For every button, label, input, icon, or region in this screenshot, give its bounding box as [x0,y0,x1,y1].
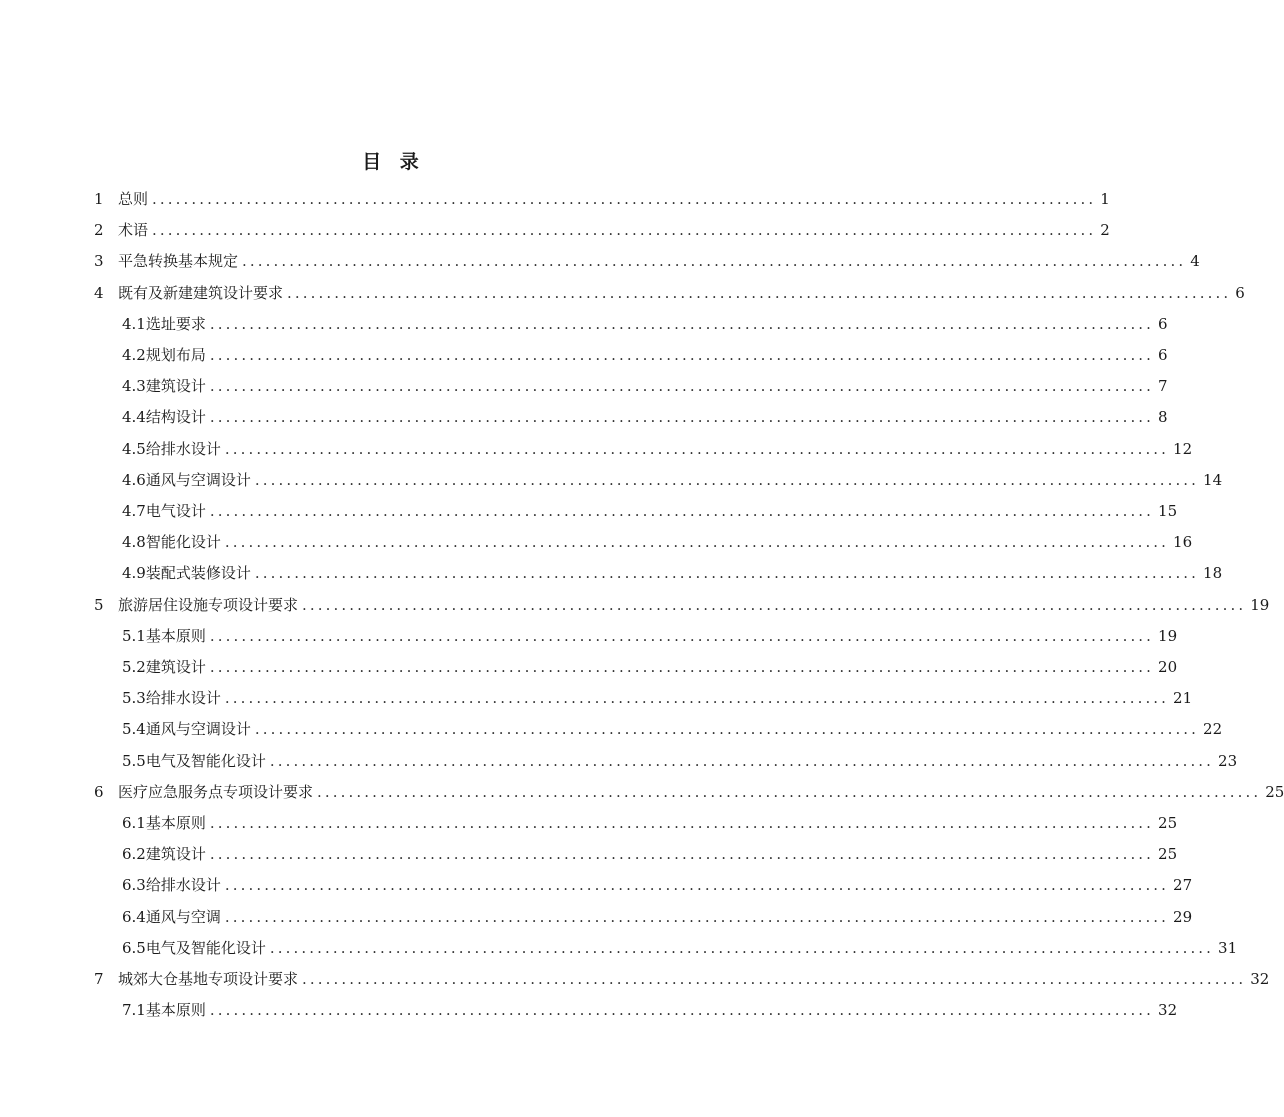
toc-dot-leader: ........................................................................................................................ [269,938,1215,957]
toc-dot-leader: ........................................................................................................................ [269,751,1215,770]
toc-entry-title: 建筑设计 [145,377,206,396]
toc-dot-leader: ........................................................................................................................ [209,377,1155,396]
toc-entry-number: 5 [94,595,104,614]
toc-entry-title: 电气及智能化设计 [145,751,266,770]
toc-entry-title: 术语 [118,221,149,240]
toc-entry[interactable] [94,218,1110,242]
toc-entry-page-number: 25 [1158,814,1178,832]
toc-dot-leader: ........................................................................................................................ [242,252,1187,271]
toc-entry-number: 6.2 [122,845,146,864]
toc-entry-page-number: 6 [1158,346,1168,364]
toc-entry-page-number: 25 [1265,782,1284,801]
toc-entry-number: 4.4 [122,408,146,427]
toc-dot-leader: ........................................................................................................................ [317,782,1262,801]
toc-entry[interactable] [122,530,1193,554]
toc-entry-title: 总则 [118,190,149,208]
toc-entry-page-number: 20 [1158,658,1178,676]
toc-entry-page-number: 18 [1203,564,1223,583]
toc-entry-title: 通风与空调设计 [145,470,251,489]
toc-dot-leader: ........................................................................................................................ [209,502,1155,520]
toc-entry-title: 医疗应急服务点专项设计要求 [118,782,314,801]
toc-entry-title: 给排水设计 [145,689,221,708]
toc-dot-leader: ........................................................................................................................ [209,408,1155,427]
toc-dot-leader: ........................................................................................................................ [224,907,1170,926]
toc-entry[interactable] [122,561,1223,585]
toc-entry-title: 电气及智能化设计 [145,938,266,957]
toc-entry-title: 基本原则 [145,626,206,645]
toc-entry-number: 3 [94,252,104,271]
toc-entry[interactable] [122,717,1223,741]
toc-entry-number: 4.6 [122,470,146,489]
toc-entry-page-number: 19 [1250,595,1270,614]
toc-entry[interactable] [94,593,1270,617]
toc-entry-number: 6.1 [122,814,146,832]
toc-entry-number: 4.9 [122,564,146,583]
toc-entry[interactable] [122,624,1178,648]
toc-dot-leader: ........................................................................................................................ [209,314,1155,333]
toc-entry[interactable] [122,842,1178,866]
toc-entry-number: 2 [94,221,104,240]
toc-entry-title: 电气设计 [145,502,206,520]
toc-entry-title: 基本原则 [145,814,206,832]
toc-entry[interactable] [94,249,1200,273]
toc-entry-page-number: 32 [1158,1001,1178,1020]
toc-entry-title: 通风与空调 [145,907,221,926]
toc-entry-title: 给排水设计 [145,439,221,458]
toc-dot-leader: ........................................................................................................................ [152,190,1097,208]
toc-entry[interactable] [122,873,1193,897]
toc-dot-leader: ........................................................................................................................ [302,595,1247,614]
toc-dot-leader: ........................................................................................................................ [254,564,1200,583]
toc-entry-page-number: 21 [1173,689,1193,708]
toc-entry-page-number: 23 [1218,751,1238,770]
toc-entry-page-number: 1 [1100,190,1110,208]
toc-dot-leader: ........................................................................................................................ [224,439,1170,458]
toc-entry-number: 4.8 [122,533,146,552]
toc-dot-leader: ........................................................................................................................ [254,470,1200,489]
toc-entry-page-number: 4 [1190,252,1200,271]
toc-entry-page-number: 22 [1203,720,1223,739]
toc-entry-title: 旅游居住设施专项设计要求 [118,595,299,614]
toc-entry-title: 规划布局 [145,346,206,364]
toc-dot-leader: ........................................................................................................................ [209,845,1155,864]
toc-entry[interactable] [122,998,1178,1022]
toc-entry[interactable] [122,936,1238,960]
toc-title: 目 录 [362,151,425,173]
toc-entry-number: 5.2 [122,658,146,676]
toc-entry-page-number: 12 [1173,439,1193,458]
toc-entry-number: 5.4 [122,720,146,739]
toc-entry[interactable] [122,655,1178,679]
toc-entry-page-number: 19 [1158,626,1178,645]
toc-entry-page-number: 14 [1203,470,1223,489]
toc-entry[interactable] [94,967,1270,991]
toc-entry[interactable] [122,811,1178,835]
toc-entry[interactable] [122,437,1193,461]
toc-entry[interactable] [122,905,1193,929]
toc-entry-title: 通风与空调设计 [145,720,251,739]
toc-entry-page-number: 27 [1173,876,1193,895]
toc-entry-title: 选址要求 [145,314,206,333]
toc-entry[interactable] [122,312,1168,336]
toc-entry[interactable] [122,468,1223,492]
toc-entry-page-number: 29 [1173,907,1193,926]
toc-dot-leader: ........................................................................................................................ [224,689,1170,708]
toc-entry-title: 装配式装修设计 [145,564,251,583]
toc-entry[interactable] [122,374,1168,398]
toc-dot-leader: ........................................................................................................................ [287,283,1232,302]
toc-dot-leader: ........................................................................................................................ [224,876,1170,895]
toc-entry[interactable] [94,281,1245,305]
toc-dot-leader: ........................................................................................................................ [209,814,1155,832]
toc-entry-number: 6.3 [122,876,146,895]
toc-entry-page-number: 6 [1235,283,1245,302]
toc-entry-title: 建筑设计 [145,658,206,676]
toc-entry-page-number: 7 [1158,377,1168,396]
toc-entry[interactable] [122,343,1168,367]
toc-entry-page-number: 2 [1100,221,1110,240]
toc-entry-title: 建筑设计 [145,845,206,864]
toc-entry-number: 7 [94,970,104,988]
toc-entry-page-number: 6 [1158,314,1168,333]
toc-entry-number: 7.1 [122,1001,146,1020]
toc-entry-number: 4.5 [122,439,146,458]
toc-entry-page-number: 8 [1158,408,1168,427]
toc-entry-number: 4 [94,283,104,302]
toc-entry-number: 5.3 [122,689,146,708]
toc-entry-number: 6.4 [122,907,146,926]
toc-entry-number: 4.3 [122,377,146,396]
toc-entry-page-number: 16 [1173,533,1193,552]
toc-entry-page-number: 31 [1218,938,1238,957]
toc-entry-number: 1 [94,190,104,208]
toc-entry-number: 4.1 [122,314,146,333]
toc-entry-title: 基本原则 [145,1001,206,1020]
toc-entry[interactable] [94,780,1284,804]
toc-entry-title: 城郊大仓基地专项设计要求 [118,970,299,988]
toc-dot-leader: ........................................................................................................................ [302,970,1247,988]
toc-entry-page-number: 15 [1158,502,1178,520]
toc-entry-number: 5.1 [122,626,146,645]
toc-dot-leader: ........................................................................................................................ [254,720,1200,739]
toc-entry[interactable] [94,187,1110,211]
toc-entry-number: 6.5 [122,938,146,957]
toc-entry[interactable] [122,405,1168,429]
toc-entry-title: 给排水设计 [145,876,221,895]
toc-entry-title: 平急转换基本规定 [118,252,239,271]
toc-entry-title: 结构设计 [145,408,206,427]
toc-entry-number: 6 [94,782,104,801]
toc-entry-page-number: 32 [1250,970,1270,988]
toc-dot-leader: ........................................................................................................................ [209,626,1155,645]
toc-entry-title: 既有及新建建筑设计要求 [118,283,284,302]
toc-dot-leader: ........................................................................................................................ [152,221,1097,240]
toc-entry-page-number: 25 [1158,845,1178,864]
toc-entry-number: 4.7 [122,502,146,520]
toc-entry[interactable] [122,686,1193,710]
toc-dot-leader: ........................................................................................................................ [224,533,1170,552]
toc-entry-title: 智能化设计 [145,533,221,552]
toc-dot-leader: ........................................................................................................................ [209,1001,1155,1020]
toc-dot-leader: ........................................................................................................................ [209,658,1155,676]
toc-entry-number: 5.5 [122,751,146,770]
toc-dot-leader: ........................................................................................................................ [209,346,1155,364]
toc-entry-number: 4.2 [122,346,146,364]
toc-entry[interactable] [122,499,1178,523]
toc-entry[interactable] [122,749,1238,773]
